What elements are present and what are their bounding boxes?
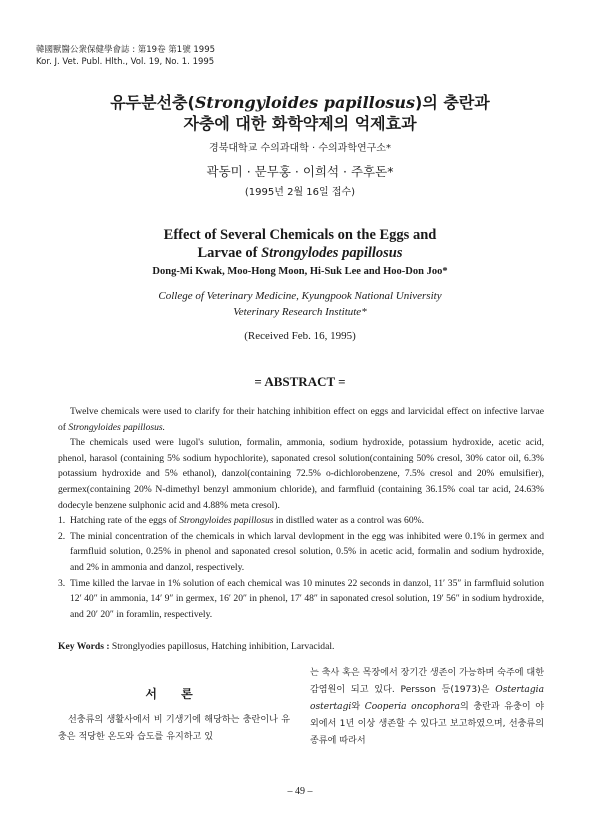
keywords: [58, 640, 544, 654]
keywords-label: Key Words :: [58, 641, 110, 652]
title-korean: [0, 92, 600, 134]
abstract-heading: = ABSTRACT =: [254, 374, 346, 389]
body-paragraph: 선충류의 생활사에서 비 기생기에 해당하는 충란이나 유충은 적당한 온도와 습도를 유지하고 있: [58, 715, 290, 742]
received-date-english: (Received Feb. 16, 1995): [244, 330, 356, 342]
body-paragraph: 는 축사 혹은 목장에서 장기간 생존이 가능하며 숙주에 대한 감염원이 되고 있다. Persson 등(1973)은 Ostertagia ostertagi와 Cooperia oncophora의 충란과 유충이 야외에서 1년 이상 생존할 수 있다고 보고하였으며, 선충류의 종류에 따라서: [310, 668, 544, 746]
abstract-paragraph: Twelve chemicals were used to clarify for their hatching inhibition effect on eggs and larvicidal effect on infective larvae of Strongyloides papillosus.: [58, 406, 544, 433]
species-name: Strongyloides papillosus: [194, 93, 416, 112]
list-item: 3. Time killed the larvae in 1% solution of each chemical was 10 minutes 22 seconds in danzol, 11′ 35″ in farmfluid solution 12′ 40″ in ammonia, 14′ 9″ in germex, 16′ 20″ in phenol, 17′ 48″ in saponated cresol solution, 19′ 56″ in sodium hydroxide, and 20′ 20″ in foramlin, respectively.: [58, 577, 544, 620]
affiliation-korean: 경북대학교 수의과대학 · 수의과학연구소*: [209, 143, 391, 154]
abstract-paragraph: The chemicals used were lugol's sulution, formalin, ammonia, sodium hydroxide, potassium hydroxide, acetic acid, phenol, harasol (containing 5% sodium hypochlorite), saponated cresol solution(containing 50% cresol, 30% cator oil, 6.3% potassium hydroxide and 5% ethanol), danzol(containing 72.5% o-dichlorobenzene, 7.5% cresol and 20% emulsifier), germex(containing 20% N-dimethyl benzyl ammonium chloride), and farmfluid (containing 36.15% coal tar acid, 24.63% dodecyle benzene sulphonic acid and 4.88% meta cresol).: [58, 437, 544, 511]
title-korean-line2: 자충에 대한 화학약제의 억제효과: [183, 114, 417, 133]
list-item: 2. The minial concentration of the chemicals in which larval devlopment in the egg was inhibited were 0.1% in germex and farmfluid solution, 0.25% in phenol and saponated cresol solution, 0.5% in acetic acid, formalin and sodium hydroxide, and 2% in ammonia and danzol, respectively.: [58, 530, 544, 573]
keywords-text: Stronglyodies papillosus, Hatching inhibition, Larvacidal.: [109, 641, 335, 652]
list-item: 1. Hatching rate of the eggs of Strongyloides papillosus in distlled water as a control was 60%.: [58, 515, 425, 527]
abstract-body: [58, 404, 544, 622]
authors-english: Dong-Mi Kwak, Moo-Hong Moon, Hi-Suk Lee and Hoo-Don Joo*: [152, 266, 448, 277]
title-english: [0, 226, 600, 262]
page-number: – 49 –: [287, 786, 313, 797]
species-name: Ostertagia ostertagi: [310, 685, 544, 712]
authors-korean: 곽동미 · 문무홍 · 이희석 · 주후돈*: [206, 164, 394, 179]
body-column-right: [310, 665, 544, 750]
journal-name-english: Kor. J. Vet. Publ. Hlth., Vol. 19, No. 1. 1995: [36, 57, 215, 67]
journal-name-korean: 韓國獸醫公衆保健學會誌 : 第19卷 第1號 1995: [36, 45, 216, 55]
species-name: Strongyloides papillosus: [179, 515, 274, 527]
received-date-korean: (1995년 2월 16일 접수): [244, 187, 356, 198]
journal-header: [36, 44, 215, 68]
title-english-line2: Larvae of Strongylodes papillosus: [197, 245, 403, 261]
title-english-line1: Effect of Several Chemicals on the Eggs and: [163, 227, 437, 243]
title-korean-line1: 유두분선충(Strongyloides papillosus)의 충란과: [110, 93, 490, 112]
results-list: [58, 513, 544, 622]
affiliation-english-line2: Veterinary Research Institute*: [233, 306, 367, 318]
section-heading-introduction: 서 론: [145, 687, 203, 701]
species-name: Strongylodes papillosus: [261, 245, 403, 261]
affiliation-english-line1: College of Veterinary Medicine, Kyungpook National University: [158, 290, 442, 302]
species-name: Cooperia oncophora: [364, 702, 460, 712]
affiliation-english: [0, 288, 600, 320]
body-column-left: [58, 712, 290, 746]
species-name: Strongyloides papillosus.: [68, 421, 166, 433]
